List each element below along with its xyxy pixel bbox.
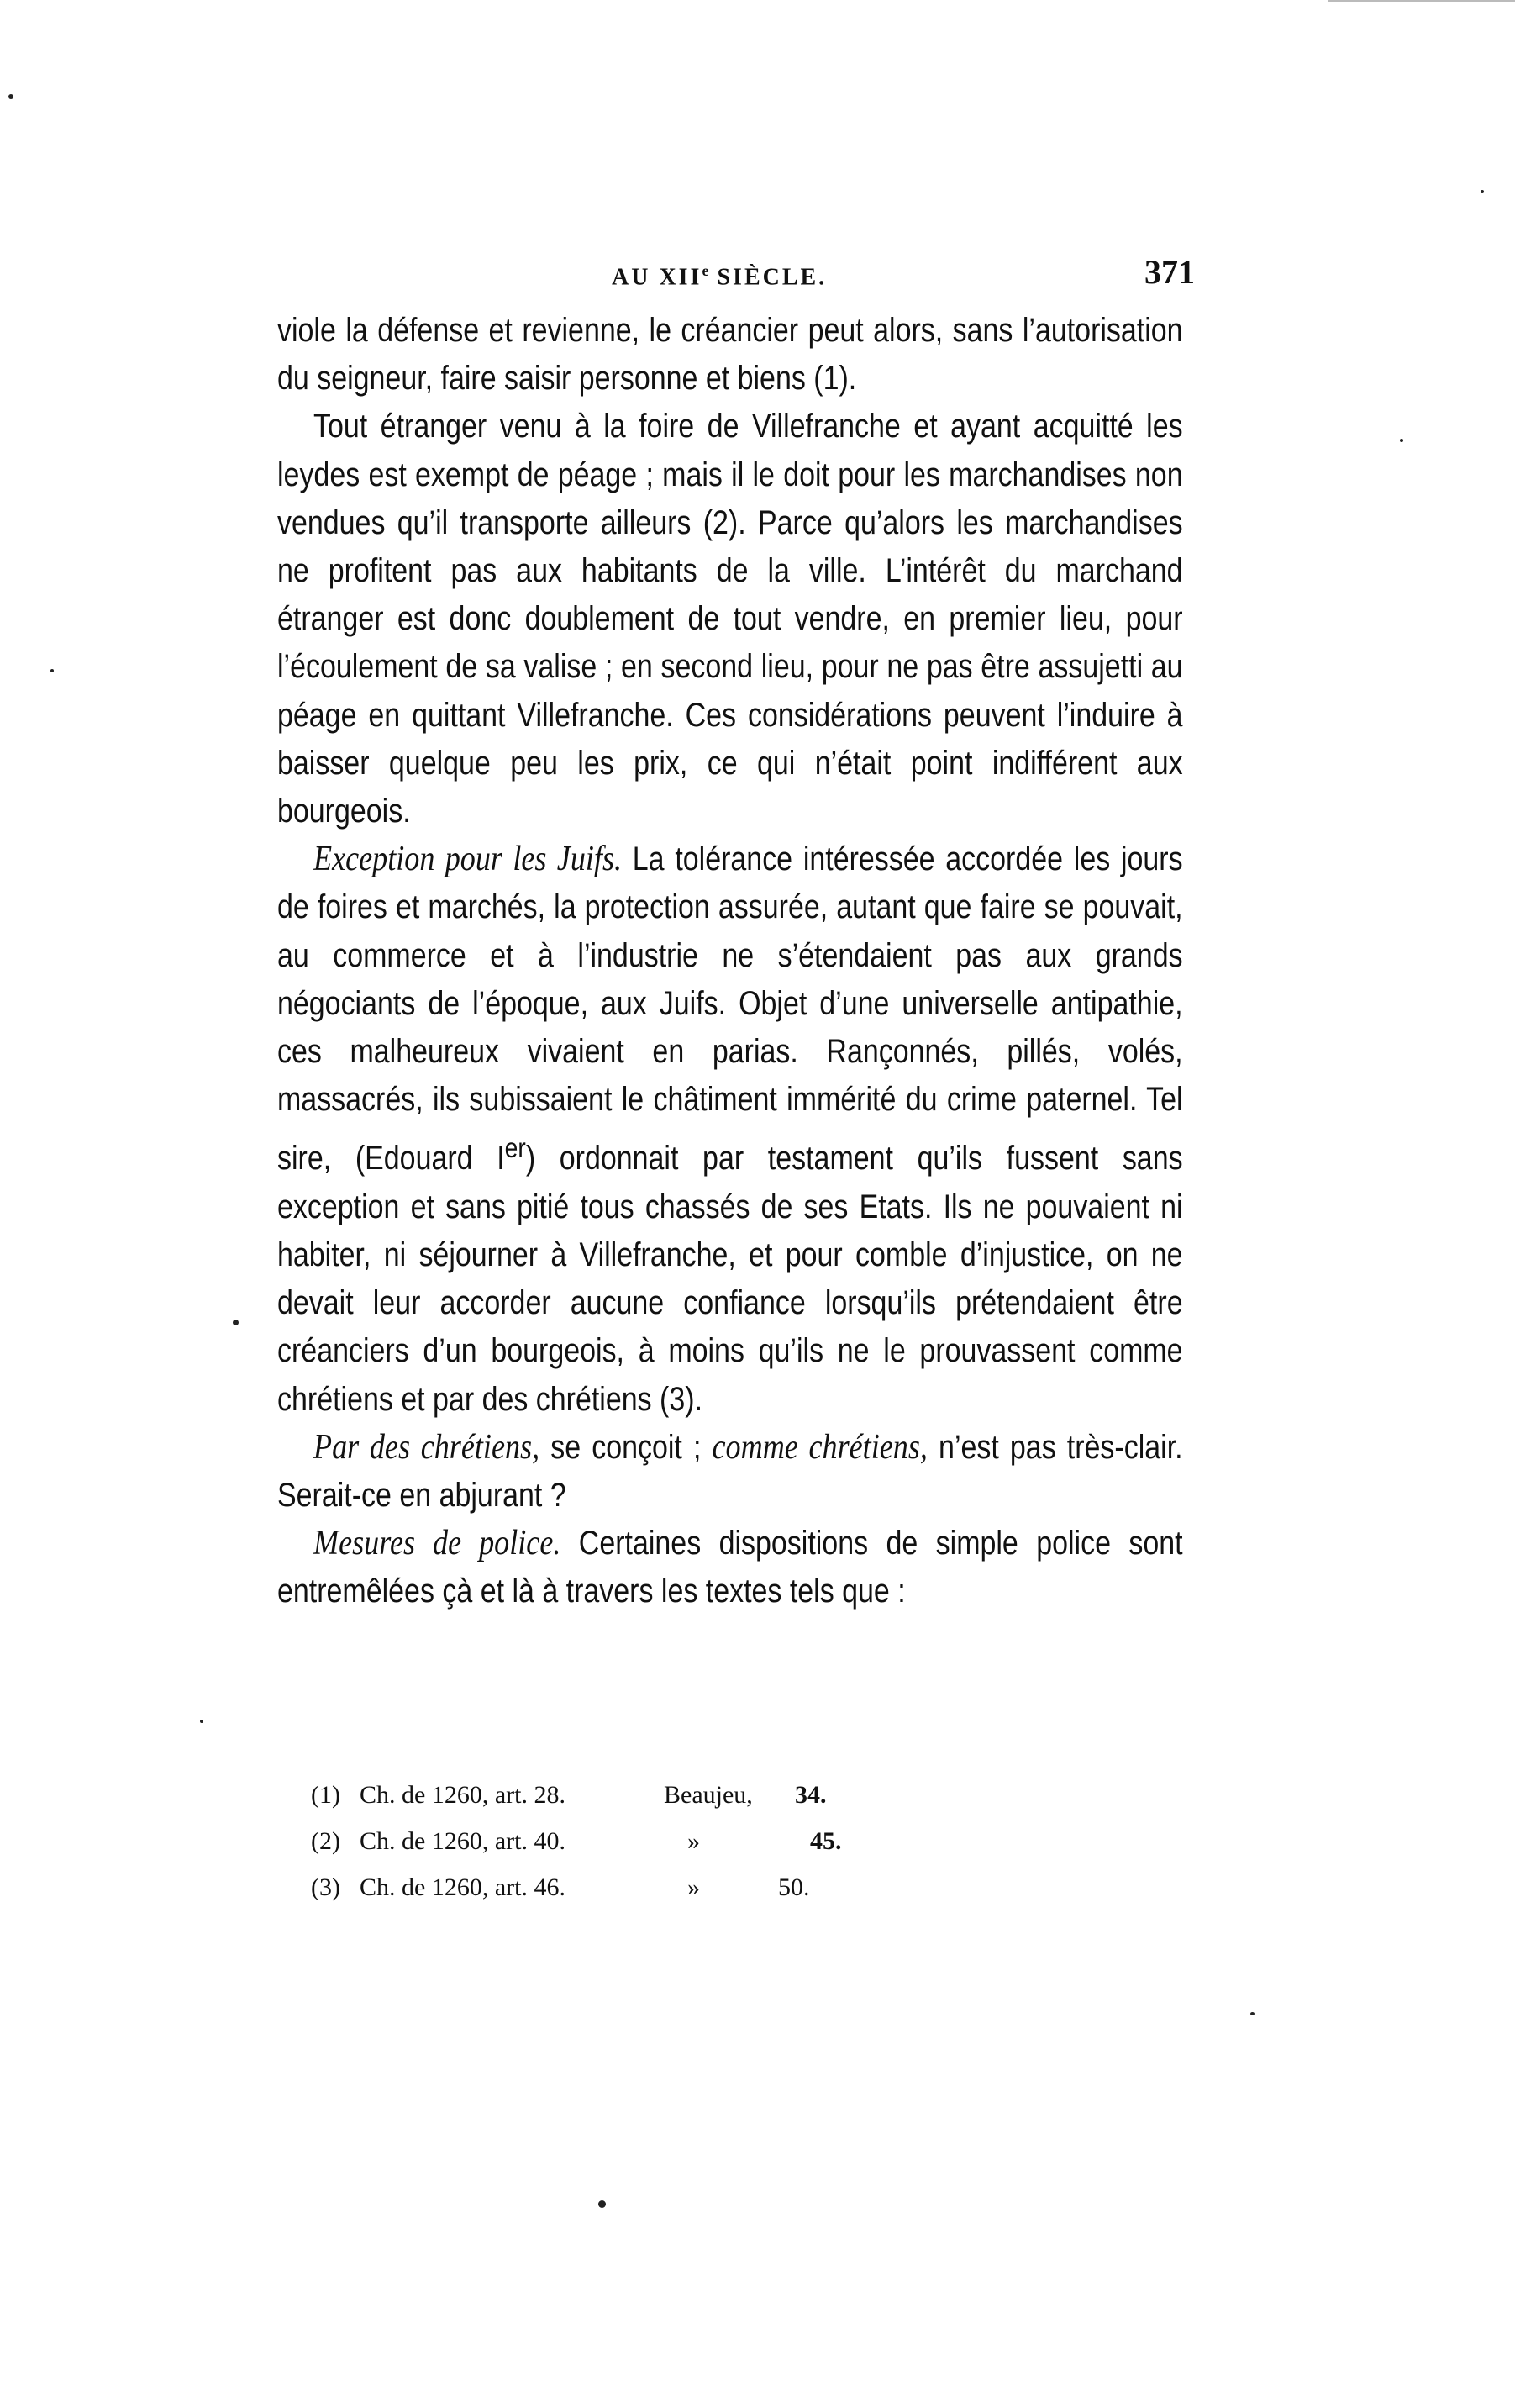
paragraph-5: Mesures de police. Certaines dispositions de simple police sont entremêlées çà et là à travers les textes tels que : [277,1524,1183,1610]
ink-speck [598,2200,606,2208]
page-edge-line [1328,0,1515,2]
ink-speck [200,1720,203,1723]
paragraph-1: viole la défense et revienne, le créancier peut alors, sans l’autorisation du seigneur, faire saisir personne et biens (1). [277,312,1183,398]
section-lead-juifs: Exception pour les Juifs. [313,840,623,879]
running-head: AU XIIe SIÈCLE. [612,262,828,291]
ink-speck [8,94,13,99]
ink-speck [1481,190,1484,193]
paragraph-2: Tout étranger venu à la foire de Villefranche et ayant acquitté les leydes est exempt de péage ; mais il le doit pour les marchandises non vendues qu’il transporte ailleurs (2). Parce qu’alors les marchandises ne profitent pas aux habitants de la ville. L’intérêt du marchand étranger est donc doublement de tout vendre, en premier lieu, pour l’écoulement de sa valise ; en second lieu, pour ne pas être assujetti au péage en quittant Villefranche. Ces considérations peuvent l’induire à baisser quelque peu les prix, ce qui n’était point indifférent aux bourgeois. [277,408,1183,830]
body-text [277,307,1183,1616]
ink-speck [1400,439,1403,442]
paragraph-4: Par des chrétiens, se conçoit ; comme chrétiens, n’est pas très-clair. Serait-ce en abjurant ? [277,1427,1183,1515]
page-header [277,252,1210,303]
section-lead-police: Mesures de police. [313,1524,561,1563]
ink-speck [1250,2012,1255,2015]
ink-speck [233,1320,239,1325]
paragraph-3: Exception pour les Juifs. La tolérance intéressée accordée les jours de foires et marchés, la protection assurée, autant que faire se pouvait, au commerce et à l’industrie ne s’étendaient pas aux grands négociants de l’époque, aux Juifs. Objet d’une universelle antipathie, ces malheureux vivaient en parias. Rançonnés, pillés, volés, massacrés, ils subissaient le châtiment immérité du crime paternel. Tel sire, (Edouard Ier) ordonnait par testament qu’ils fussent sans exception et sans pitié tous chassés de ses Etats. Ils ne pouvaient ni habiter, ni séjourner à Villefranche, et pour comble d’injustice, on ne devait leur accorder aucune confiance lorsqu’ils prétendaient être créanciers d’un bourgeois, à moins qu’ils ne le prouvassent comme chrétiens et par des chrétiens (3). [277,840,1183,1418]
ink-speck [50,669,54,672]
book-page: AU XIIe SIÈCLE. 371 viole la défense et revienne, le créancier peut alors, sans l’autorisation du seigneur, faire saisir personne et biens (1). Tout étranger venu à la foire de Villefranche et ayant acquitté les leydes est exempt de péage ; mais il le doit pour les marchandises non vendues qu’il transporte ailleurs (2). Parce qu’alors les marchandises ne profitent pas aux habitants de la ville. L’intérêt du marchand étranger est donc doublement de tout vendre, en premier lieu, pour l’écoulement de sa valise ; en second lieu, pour ne pas être assujetti au péage en quittant Villefranche. Ces considérations peuvent l’induire à baisser quelque peu les prix, ce qui n’était point indifférent aux bourgeois. Exception pour les Juifs. La tolérance intéressée accordée les jours de foires et marchés, la protection assurée, autant que faire se pouvait, au commerce et à l’industrie ne s’étendaient pas aux grands négociants de l’époque, aux Juifs. Objet d’une universelle antipathie, ces malheureux vivaient en parias. Rançonnés, pillés, volés, massacrés, ils subissaient le châtiment immérité du crime paternel. Tel sire, (Edouard Ier) ordonnait par testament qu’ils fussent sans exception et sans pitié tous chassés de ses Etats. Ils ne pouvaient ni habiter, ni séjourner à Villefranche, et pour comble d’injustice, on ne devait leur accorder aucune confiance lorsqu’ils prétendaient être créanciers d’un bourgeois, à moins qu’ils ne le prouvassent comme chrétiens et par des chrétiens (3). Par des chrétiens, se conçoit ; comme chrétiens, n’est pas très-clair. Serait-ce en abjurant ? Mesures de police. Certaines dispositions de simple police sont entremêlées çà et là à travers les textes tels que : (1) Ch. de 1260, art. 28. Beaujeu, 34. (2) Ch. de 1260, art. 40. » 45. (3) Ch. de 1260, art. 46. » 50. [0,0,1515,2408]
page-number: 371 [1144,253,1195,291]
